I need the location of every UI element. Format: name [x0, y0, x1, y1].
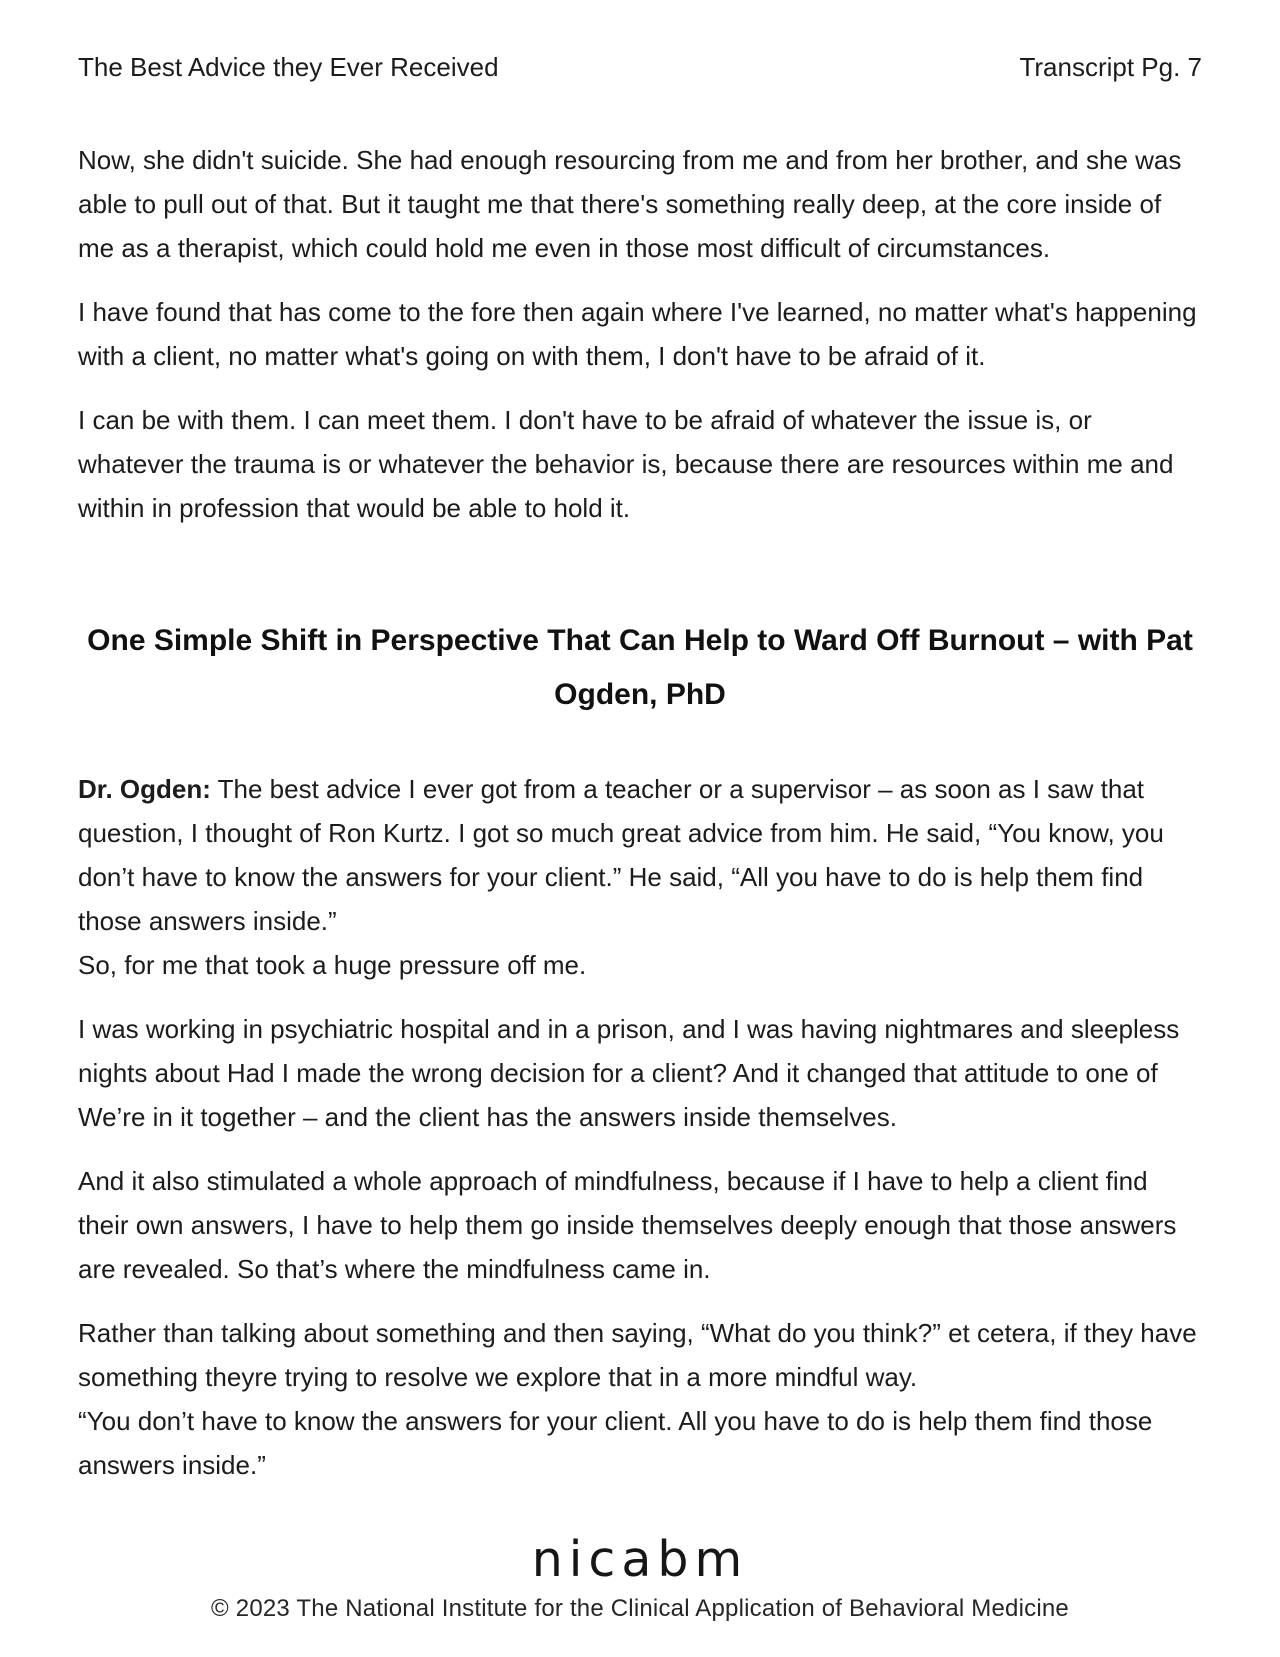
paragraph-rather-than-text: Rather than talking about something and then saying, “What do you think?” et cetera, if they have something theyre trying to resolve we explore that in a more mindful way.: [78, 1318, 1197, 1392]
speaker-label: Dr. Ogden:: [78, 774, 211, 804]
document-header: [78, 52, 1202, 82]
copyright-line: © 2023 The National Institute for the Clinical Application of Behavioral Medicine: [211, 1595, 1069, 1622]
paragraph-come-to-fore: I have found that has come to the fore then again where I've learned, no matter what's happening with a client, no matter what's going on with them, I don't have to be afraid of it.: [78, 297, 1197, 371]
speaker-text-line2: So, for me that took a huge pressure off me.: [78, 950, 587, 980]
speaker-text: The best advice I ever got from a teacher or a supervisor – as soon as I saw that question, I thought of Ron Kurtz. I got so much great advice from him. He said, “You know, you don’t have to know the answers for your client.” He said, “All you have to do is help them find those answers inside.”: [78, 774, 1164, 936]
paragraph-rather-than-quote: “You don’t have to know the answers for your client. All you have to do is help them find those answers inside.”: [78, 1406, 1153, 1480]
page-number-label: Transcript Pg. 7: [1019, 52, 1202, 82]
page-footer: [0, 1532, 1280, 1657]
paragraph-psychiatric-hospital: I was working in psychiatric hospital and in a prison, and I was having nightmares and sleepless nights about Had I made the wrong decision for a client? And it changed that attitude to one of We’re in it together – and the client has the answers inside themselves.: [78, 1014, 1180, 1132]
paragraph-rather-than: [78, 1311, 1202, 1487]
paragraph-resourcing: Now, she didn't suicide. She had enough resourcing from me and from her brother, and she was able to pull out of that. But it taught me that there's something really deep, at the core inside of me as a therapist, which could hold me even in those most difficult of circumstances.: [78, 145, 1182, 263]
document-title: The Best Advice they Ever Received: [78, 52, 499, 82]
paragraph-mindfulness: And it also stimulated a whole approach of mindfulness, because if I have to help a client find their own answers, I have to help them go inside themselves deeply enough that those answers are revealed. So that’s where the mindfulness came in.: [78, 1166, 1177, 1284]
section-heading: One Simple Shift in Perspective That Can Help to Ward Off Burnout – with Pat Ogden, PhD: [87, 624, 1193, 711]
paragraph-dr-ogden-intro: [78, 767, 1202, 987]
nicabm-logo: nicabm: [531, 1531, 749, 1588]
paragraph-be-with-them: I can be with them. I can meet them. I don't have to be afraid of whatever the issue is, or whatever the trauma is or whatever the behavior is, because there are resources within me and within in profession that would be able to hold it.: [78, 405, 1174, 523]
